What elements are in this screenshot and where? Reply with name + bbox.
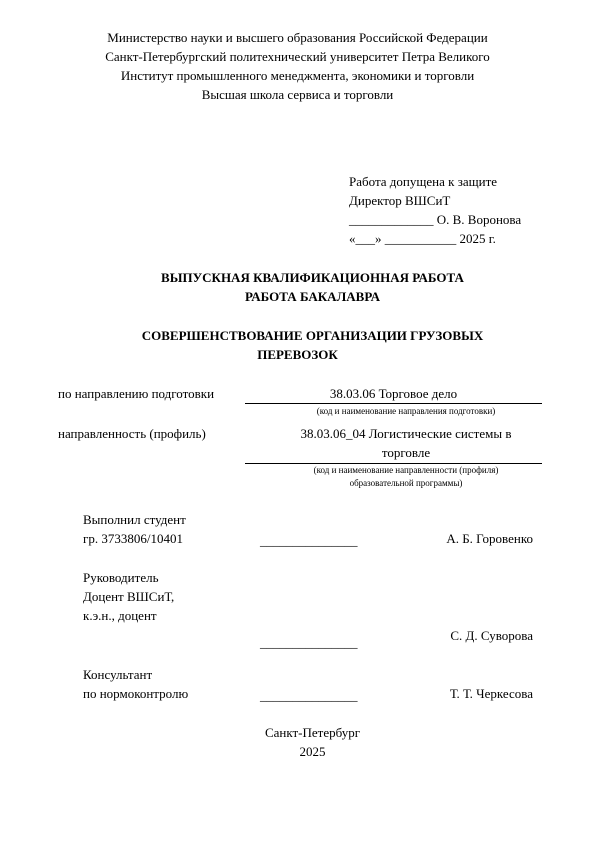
approval-admitted: Работа допущена к защите [349, 174, 498, 189]
profile-value-line-1: 38.03.06_04 Логистические системы в [300, 426, 512, 441]
student-role: Выполнил студент [83, 512, 186, 527]
direction-label: по направлению подготовки [58, 386, 215, 401]
topic-line-1: СОВЕРШЕНСТВОВАНИЕ ОРГАНИЗАЦИИ ГРУЗОВЫХ [141, 328, 484, 343]
footer-year: 2025 [299, 744, 326, 759]
consultant-role: Консультант [83, 667, 153, 682]
profile-hint-line-1: (код и наименование направленности (профиля) [313, 465, 499, 475]
consultant-name: Т. Т. Черкесова [449, 686, 533, 701]
footer-city: Санкт-Петербург [264, 725, 361, 740]
approval-date-line: «___» ___________ 2025 г. [349, 231, 496, 246]
student-signature-line: _______________ [260, 533, 358, 548]
work-type-line-1: ВЫПУСКНАЯ КВАЛИФИКАЦИОННАЯ РАБОТА [161, 270, 464, 285]
student-name: А. Б. Горовенко [446, 531, 533, 546]
consultant-area: по нормоконтролю [83, 686, 189, 701]
header-line-ministry: Министерство науки и высшего образования Российской Федерации [107, 30, 488, 45]
header-line-university: Санкт-Петербургский политехнический университет Петра Великого [105, 49, 490, 64]
supervisor-role: Руководитель [83, 570, 159, 585]
supervisor-position: Доцент ВШСиТ, [83, 589, 175, 604]
topic-line-2: ПЕРЕВОЗОК [257, 347, 338, 362]
profile-hint-line-2: образовательной программы) [349, 478, 463, 488]
approval-director: Директор ВШСиТ [349, 193, 451, 208]
direction-hint: (код и наименование направления подготовки) [316, 406, 496, 416]
profile-value-line-2: торговле [381, 445, 431, 460]
work-type-line-2: РАБОТА БАКАЛАВРА [245, 289, 380, 304]
student-group: гр. 3733806/10401 [83, 531, 183, 546]
header-line-institute: Институт промышленного менеджмента, экономики и торговли [120, 68, 475, 83]
approval-signature-line: _____________ О. В. Воронова [349, 212, 522, 227]
profile-label: направленность (профиль) [58, 426, 206, 441]
supervisor-signature-line: _______________ [260, 635, 358, 650]
consultant-signature-line: _______________ [260, 688, 358, 703]
direction-value: 38.03.06 Торговое дело [329, 386, 458, 401]
supervisor-degree: к.э.н., доцент [83, 608, 157, 623]
header-line-school: Высшая школа сервиса и торговли [201, 87, 394, 102]
supervisor-name: С. Д. Суворова [450, 628, 533, 643]
direction-underline [245, 403, 542, 404]
